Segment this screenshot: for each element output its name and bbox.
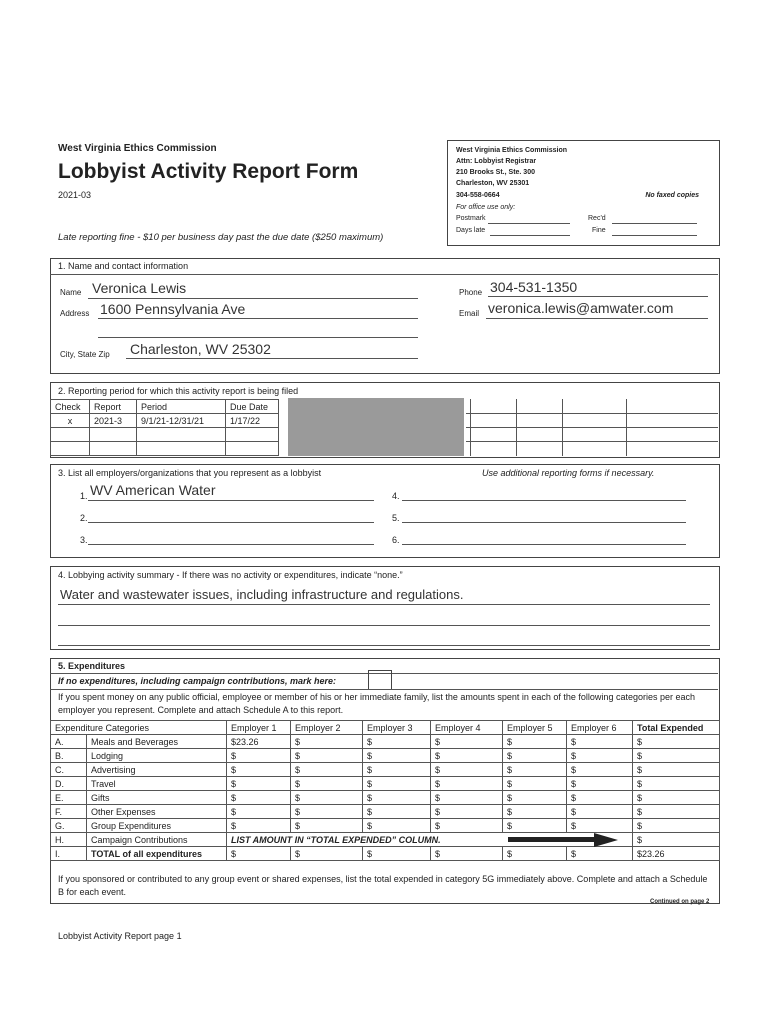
- address-underline: [98, 318, 418, 319]
- employer-5-cell[interactable]: $: [503, 819, 567, 833]
- employer-1-field[interactable]: WV American Water: [90, 482, 216, 498]
- city-underline: [126, 358, 418, 359]
- due-date-cell: 1/17/22: [226, 414, 279, 428]
- employer-4-cell[interactable]: $: [431, 819, 503, 833]
- employer-5-field[interactable]: [402, 522, 686, 523]
- total-cell[interactable]: $: [633, 791, 720, 805]
- total-cell[interactable]: $: [633, 735, 720, 749]
- city-state-zip-label: City, State Zip: [60, 350, 110, 359]
- employer-1-num: 1.: [80, 491, 88, 501]
- employer-2-num: 2.: [80, 513, 88, 523]
- employer-3-cell[interactable]: $: [363, 763, 431, 777]
- recd-field[interactable]: [612, 223, 697, 224]
- employer-2-cell[interactable]: $: [291, 791, 363, 805]
- no-fax-note: No faxed copies: [645, 192, 699, 199]
- email-field[interactable]: veronica.lewis@amwater.com: [488, 300, 674, 316]
- section-1-heading: 1. Name and contact information: [58, 261, 189, 271]
- expenditure-row: [51, 763, 720, 777]
- employer-2-cell[interactable]: $: [291, 777, 363, 791]
- campaign-note: LIST AMOUNT IN “TOTAL EXPENDED” COLUMN.: [231, 834, 441, 845]
- name-field[interactable]: Veronica Lewis: [92, 280, 187, 296]
- total-e2-cell[interactable]: $: [291, 847, 363, 861]
- expenditure-row: [51, 749, 720, 763]
- total-label: TOTAL of all expenditures: [87, 847, 227, 861]
- address-line-4: Charleston, WV 25301: [456, 180, 530, 187]
- employer-6-cell[interactable]: $: [567, 791, 633, 805]
- employer-5-cell[interactable]: $: [503, 791, 567, 805]
- col-period: Period: [137, 400, 226, 414]
- address-label: Address: [60, 309, 90, 318]
- no-expenditures-checkbox[interactable]: [368, 670, 392, 690]
- total-e4-cell[interactable]: $: [431, 847, 503, 861]
- days-late-label: Days late: [456, 227, 486, 234]
- employer-3-num: 3.: [80, 535, 88, 545]
- col-due-date: Due Date: [226, 400, 279, 414]
- section-2-heading: 2. Reporting period for which this activity report is being filed: [58, 386, 299, 396]
- recd-label: Rec'd: [588, 215, 606, 222]
- employer-4-cell[interactable]: $: [431, 777, 503, 791]
- row-letter: D.: [51, 777, 87, 791]
- form-title: Lobbyist Activity Report Form: [58, 160, 359, 183]
- address-line-2: Attn: Lobbyist Registrar: [456, 158, 537, 165]
- fine-label: Fine: [592, 227, 606, 234]
- total-e5-cell[interactable]: $: [503, 847, 567, 861]
- city-state-zip-field[interactable]: Charleston, WV 25302: [130, 341, 271, 357]
- employer-4-cell[interactable]: $: [431, 763, 503, 777]
- category-label: Gifts: [87, 791, 227, 805]
- address-phone: 304-558-0664: [456, 192, 500, 199]
- total-cell[interactable]: $: [633, 763, 720, 777]
- employer-5-cell[interactable]: $: [503, 763, 567, 777]
- total-cell[interactable]: $: [633, 777, 720, 791]
- col-employer-4: Employer 4: [431, 721, 503, 735]
- activity-summary-field[interactable]: Water and wastewater issues, including infrastructure and regulations.: [60, 587, 464, 602]
- expenditure-row: [51, 791, 720, 805]
- email-label: Email: [459, 309, 480, 318]
- employer-3-field[interactable]: [88, 544, 374, 545]
- employer-2-cell[interactable]: $: [291, 763, 363, 777]
- total-e3-cell[interactable]: $: [363, 847, 431, 861]
- continued-note: Continued on page 2: [650, 899, 710, 905]
- employer-3-cell[interactable]: $: [363, 735, 431, 749]
- employer-4-cell[interactable]: $: [431, 805, 503, 819]
- employer-5-cell[interactable]: $: [503, 735, 567, 749]
- grand-total-cell[interactable]: $23.26: [633, 847, 720, 861]
- row-letter: H.: [51, 833, 87, 847]
- registrar-address-box: [447, 140, 720, 246]
- employer-4-cell[interactable]: $: [431, 791, 503, 805]
- category-label: Advertising: [87, 763, 227, 777]
- expenditure-row: [51, 735, 720, 749]
- col-employer-5: Employer 5: [503, 721, 567, 735]
- postmark-label: Postmark: [456, 215, 486, 222]
- phone-underline: [488, 296, 708, 297]
- employer-6-field[interactable]: [402, 544, 686, 545]
- total-cell[interactable]: $: [633, 805, 720, 819]
- address-line-2-field[interactable]: [98, 337, 418, 338]
- employer-2-cell[interactable]: $: [291, 805, 363, 819]
- employer-6-cell[interactable]: $: [567, 735, 633, 749]
- employer-1-cell[interactable]: $: [227, 763, 291, 777]
- check-cell[interactable]: x: [51, 414, 90, 428]
- employer-3-cell[interactable]: $: [363, 805, 431, 819]
- employer-1-cell[interactable]: $: [227, 777, 291, 791]
- category-label: Group Expenditures: [87, 819, 227, 833]
- employer-3-cell[interactable]: $: [363, 791, 431, 805]
- employer-1-underline: [88, 500, 374, 501]
- fine-field[interactable]: [612, 235, 697, 236]
- employer-1-cell[interactable]: $: [227, 819, 291, 833]
- col-categories: Expenditure Categories: [51, 721, 227, 735]
- total-e1-cell[interactable]: $: [227, 847, 291, 861]
- category-label: Other Expenses: [87, 805, 227, 819]
- employer-1-cell[interactable]: $23.26: [227, 735, 291, 749]
- additional-forms-note: Use additional reporting forms if necessary.: [482, 468, 655, 478]
- employer-3-cell[interactable]: $: [363, 819, 431, 833]
- section-4-heading: 4. Lobbying activity summary - If there was no activity or expenditures, indicate “none.”: [58, 570, 403, 580]
- employer-5-cell[interactable]: $: [503, 749, 567, 763]
- address-field[interactable]: 1600 Pennsylvania Ave: [100, 301, 246, 317]
- total-cell[interactable]: $: [633, 749, 720, 763]
- col-employer-1: Employer 1: [227, 721, 291, 735]
- employer-6-cell[interactable]: $: [567, 763, 633, 777]
- col-total: Total Expended: [633, 721, 720, 735]
- col-employer-3: Employer 3: [363, 721, 431, 735]
- late-fine-note: Late reporting fine - $10 per business day past the due date ($250 maximum): [58, 232, 384, 243]
- expenditure-row: [51, 805, 720, 819]
- employer-6-num: 6.: [392, 535, 400, 545]
- employer-4-cell[interactable]: $: [431, 749, 503, 763]
- campaign-note-cell: [227, 833, 633, 847]
- address-line-1: West Virginia Ethics Commission: [456, 147, 567, 154]
- name-underline: [88, 298, 418, 299]
- redacted-block: [288, 398, 464, 456]
- campaign-label: Campaign Contributions: [87, 833, 227, 847]
- page-footer: Lobbyist Activity Report page 1: [58, 931, 182, 941]
- reporting-period-table: [50, 399, 279, 456]
- group-event-note: If you sponsored or contributed to any group event or shared expenses, list the total expended in category 5G immediately above. Complete and attach a Schedule B for each event.: [58, 874, 708, 897]
- employer-1-cell[interactable]: $: [227, 805, 291, 819]
- expenditure-row: [51, 819, 720, 833]
- no-expenditures-label: If no expenditures, including campaign contributions, mark here:: [58, 676, 337, 686]
- postmark-field[interactable]: [488, 223, 570, 224]
- employer-5-cell[interactable]: $: [503, 805, 567, 819]
- expenditures-table: [50, 720, 720, 861]
- row-letter: G.: [51, 819, 87, 833]
- row-letter: C.: [51, 763, 87, 777]
- employer-6-cell[interactable]: $: [567, 777, 633, 791]
- report-cell: 2021-3: [90, 414, 137, 428]
- section-5-heading: 5. Expenditures: [58, 661, 126, 671]
- employer-2-cell[interactable]: $: [291, 735, 363, 749]
- employer-2-cell[interactable]: $: [291, 819, 363, 833]
- employer-1-cell[interactable]: $: [227, 749, 291, 763]
- employer-4-num: 4.: [392, 491, 400, 501]
- summary-line-3[interactable]: [58, 645, 710, 646]
- category-label: Travel: [87, 777, 227, 791]
- employer-3-cell[interactable]: $: [363, 749, 431, 763]
- phone-label: Phone: [459, 288, 483, 297]
- row-letter: E.: [51, 791, 87, 805]
- period-cell: 9/1/21-12/31/21: [137, 414, 226, 428]
- expenditure-instructions: If you spent money on any public official, employee or member of his or her immediate family, list the amounts spent in each of the following categories per each employer you represent. Complete and attach Schedule A to this report.: [58, 692, 695, 715]
- row-letter: I.: [51, 847, 87, 861]
- email-underline: [486, 318, 708, 319]
- employer-6-cell[interactable]: $: [567, 805, 633, 819]
- row-letter: F.: [51, 805, 87, 819]
- employer-3-cell[interactable]: $: [363, 777, 431, 791]
- employer-2-field[interactable]: [88, 522, 374, 523]
- days-late-field[interactable]: [490, 235, 570, 236]
- office-use-label: For office use only:: [456, 204, 516, 211]
- total-e6-cell[interactable]: $: [567, 847, 633, 861]
- arrow-right-icon: [508, 833, 618, 847]
- row-letter: B.: [51, 749, 87, 763]
- campaign-total-cell[interactable]: $: [633, 833, 720, 847]
- employer-6-cell[interactable]: $: [567, 749, 633, 763]
- employer-5-cell[interactable]: $: [503, 777, 567, 791]
- summary-line-1: [58, 604, 710, 605]
- section-3-heading: 3. List all employers/organizations that you represent as a lobbyist: [58, 468, 322, 478]
- summary-line-2[interactable]: [58, 625, 710, 626]
- employer-4-field[interactable]: [402, 500, 686, 501]
- address-line-3: 210 Brooks St., Ste. 300: [456, 169, 535, 176]
- total-cell[interactable]: $: [633, 819, 720, 833]
- employer-4-cell[interactable]: $: [431, 735, 503, 749]
- employer-6-cell[interactable]: $: [567, 819, 633, 833]
- employer-5-num: 5.: [392, 513, 400, 523]
- expenditure-row: [51, 777, 720, 791]
- phone-field[interactable]: 304-531-1350: [490, 279, 578, 295]
- category-label: Lodging: [87, 749, 227, 763]
- col-employer-2: Employer 2: [291, 721, 363, 735]
- col-report: Report: [90, 400, 137, 414]
- agency-name: West Virginia Ethics Commission: [58, 143, 217, 154]
- employer-1-cell[interactable]: $: [227, 791, 291, 805]
- category-label: Meals and Beverages: [87, 735, 227, 749]
- name-label: Name: [60, 288, 82, 297]
- form-number: 2021-03: [58, 190, 92, 200]
- col-employer-6: Employer 6: [567, 721, 633, 735]
- col-check: Check: [51, 400, 90, 414]
- employer-2-cell[interactable]: $: [291, 749, 363, 763]
- row-letter: A.: [51, 735, 87, 749]
